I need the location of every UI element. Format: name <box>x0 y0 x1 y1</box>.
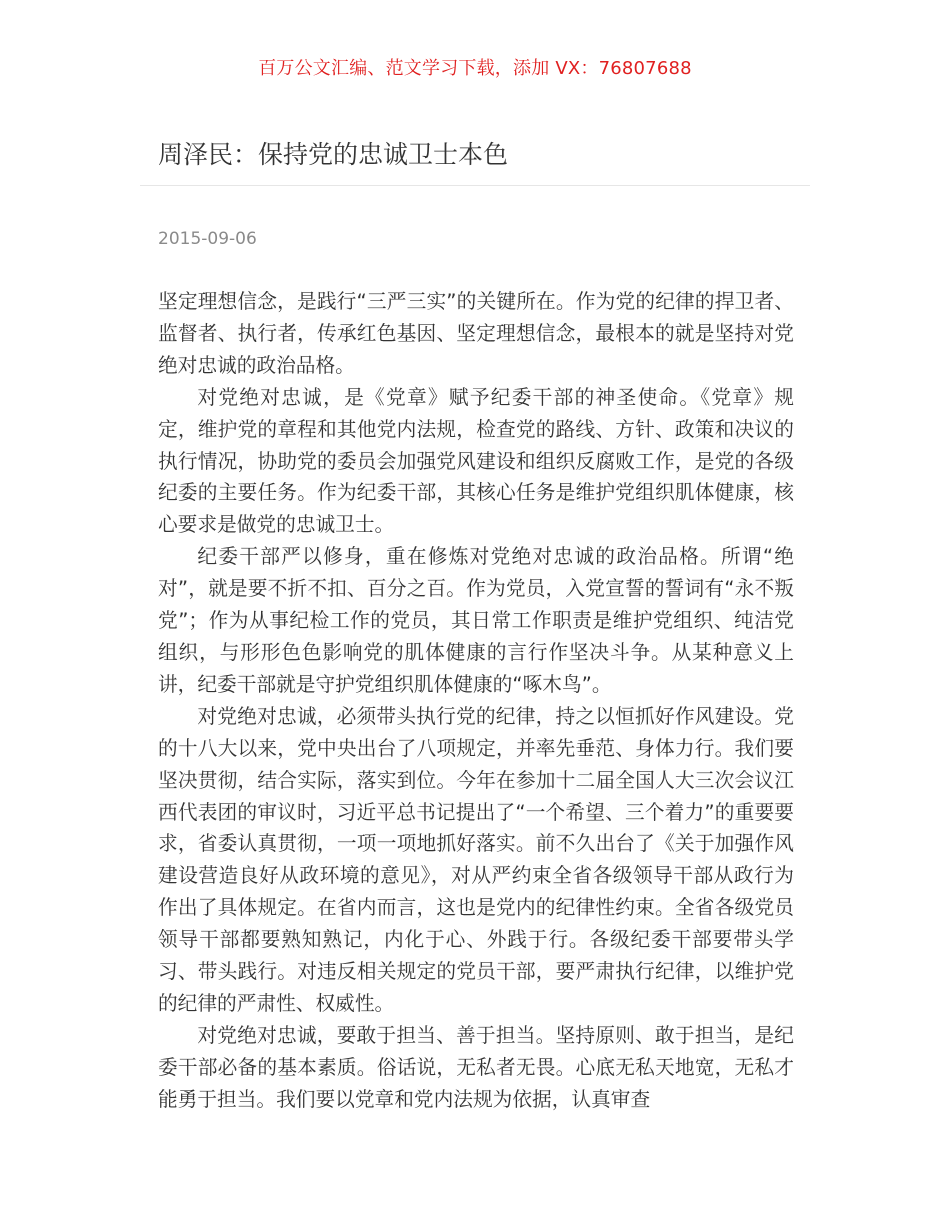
promo-banner: 百万公文汇编、范文学习下载，添加 VX：76807688 <box>258 58 692 79</box>
paragraph: 坚定理想信念，是践行“三严三实”的关键所在。作为党的纪律的捍卫者、监督者、执行者，传承红色基因、坚定理想信念，最根本的就是坚持对党绝对忠诚的政治品格。 <box>158 290 794 377</box>
paragraph: 对党绝对忠诚，必须带头执行党的纪律，持之以恒抓好作风建设。党的十八大以来，党中央出台了八项规定，并率先垂范、身体力行。我们要坚决贯彻，结合实际，落实到位。今年在参加十二届全国人大三次会议江西代表团的审议时，习近平总书记提出了“一个希望、三个着力”的重要要求，省委认真贯彻，一项一项地抓好落实。前不久出台了《关于加强作风建设营造良好从政环境的意见》，对从严约束全省各级领导干部从政行为作出了具体规定。在省内而言，这也是党内的纪律性约束。全省各级党员领导干部都要熟知熟记，内化于心、外践于行。各级纪委干部要带头学习、带头践行。对违反相关规定的党员干部，要严肃执行纪律，以维护党的纪律的严肃性、权威性。 <box>158 704 794 1015</box>
paragraph: 对党绝对忠诚，要敢于担当、善于担当。坚持原则、敢于担当，是纪委干部必备的基本素质。俗话说，无私者无畏。心底无私天地宽，无私才能勇于担当。我们要以党章和党内法规为依据，认真审查 <box>158 1023 794 1111</box>
article-body <box>158 286 794 1116</box>
publish-date: 2015-09-06 <box>158 229 257 249</box>
article-title: 周泽民：保持党的忠诚卫士本色 <box>158 140 509 169</box>
title-divider <box>140 185 810 186</box>
paragraph: 纪委干部严以修身，重在修炼对党绝对忠诚的政治品格。所谓“绝对”，就是要不折不扣、百分之百。作为党员，入党宣誓的誓词有“永不叛党”；作为从事纪检工作的党员，其日常工作职责是维护党组织、纯洁党组织，与形形色色影响党的肌体健康的言行作坚决斗争。从某种意义上讲，纪委干部就是守护党组织肌体健康的“啄木鸟”。 <box>158 545 794 696</box>
paragraph: 对党绝对忠诚，是《党章》赋予纪委干部的神圣使命。《党章》规定，维护党的章程和其他党内法规，检查党的路线、方针、政策和决议的执行情况，协助党的委员会加强党风建设和组织反腐败工作，是党的各级纪委的主要任务。作为纪委干部，其核心任务是维护党组织肌体健康，核心要求是做党的忠诚卫士。 <box>158 385 794 537</box>
